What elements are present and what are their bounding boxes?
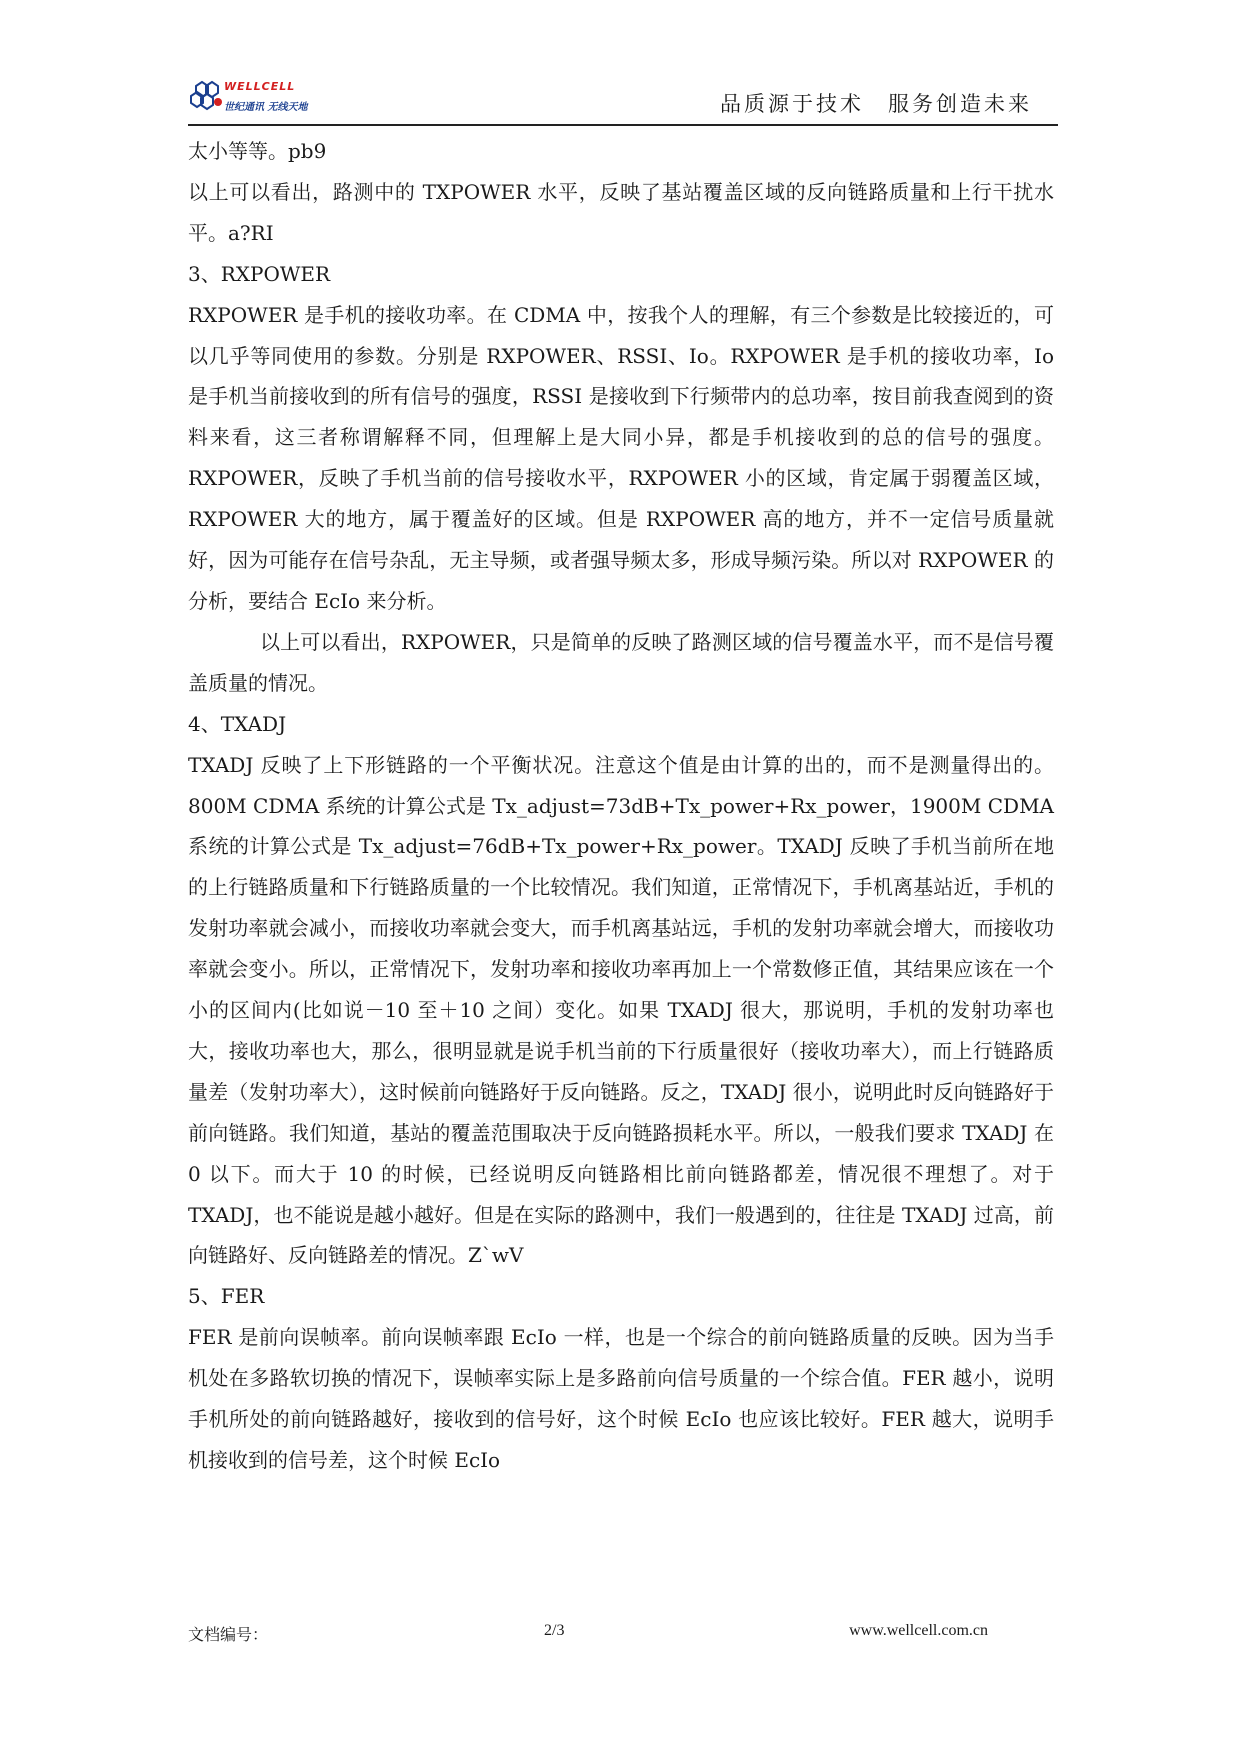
section-heading-rxpower: 3、RXPOWER bbox=[188, 261, 331, 286]
page-footer bbox=[188, 1622, 1058, 1652]
website-link[interactable]: www.wellcell.com.cn bbox=[849, 1622, 988, 1639]
paragraph: 以上可以看出，RXPOWER，只是简单的反映了路测区域的信号覆盖水平，而不是信号覆盖质量的情况。 bbox=[188, 629, 1054, 695]
document-body bbox=[188, 131, 1054, 1481]
paragraph: FER 是前向误帧率。前向误帧率跟 EcIo 一样，也是一个综合的前向链路质量的反映。因为当手机处在多路软切换的情况下，误帧率实际上是多路前向信号质量的一个综合值。FER 越小，说明手机所处的前向链路越好，接收到的信号好，这个时候 EcIo 也应该比较好。FER 越大，说明手机接收到的信号差，这个时候 EcIo bbox=[188, 1325, 1054, 1472]
hexagon-logo-icon bbox=[188, 78, 224, 118]
paragraph: TXADJ 反映了上下形链路的一个平衡状况。注意这个值是由计算的出的，而不是测量得出的。800M CDMA 系统的计算公式是 Tx_adjust=73dB+Tx_power+Rx_power，1900M CDMA 系统的计算公式是 Tx_adjust=76dB+Tx_power+Rx_power。TXADJ 反映了手机当前所在地的上行链路质量和下行链路质量的一个比较情况。我们知道，正常情况下，手机离基站近，手机的发射功率就会减小，而接收功率就会变大，而手机离基站远，手机的发射功率就会增大，而接收功率就会变小。所以，正常情况下，发射功率和接收功率再加上一个常数修正值，其结果应该在一个小的区间内(比如说－10 至＋10 之间）变化。如果 TXADJ 很大，那说明，手机的发射功率也大，接收功率也大，那么，很明显就是说手机当前的下行质量很好（接收功率大），而上行链路质量差（发射功率大），这时候前向链路好于反向链路。反之，TXADJ 很小，说明此时反向链路好于前向链路。我们知道，基站的覆盖范围取决于反向链路损耗水平。所以，一般我们要求 TXADJ 在 0 以下。而大于 10 的时候，已经说明反向链路相比前向链路都差，情况很不理想了。对于 TXADJ，也不能说是越小越好。但是在实际的路测中，我们一般遇到的，往往是 TXADJ 过高，前向链路好、反向链路差的情况。Z`wV bbox=[188, 752, 1054, 1268]
logo-wordmark: WELLCELL bbox=[224, 80, 296, 93]
section-heading-txadj: 4、TXADJ bbox=[188, 711, 287, 736]
paragraph: 太小等等。pb9 bbox=[188, 139, 327, 163]
paragraph: RXPOWER 是手机的接收功率。在 CDMA 中，按我个人的理解，有三个参数是比较接近的，可以几乎等同使用的参数。分别是 RXPOWER、RSSI、Io。RXPOWER 是手机的接收功率，Io 是手机当前接收到的所有信号的强度，RSSI 是接收到下行频带内的总功率，按目前我查阅到的资料来看，这三者称谓解释不同，但理解上是大同小异，都是手机接收到的总的信号的强度。RXPOWER，反映了手机当前的信号接收水平，RXPOWER 小的区域，肯定属于弱覆盖区域，RXPOWER 大的地方，属于覆盖好的区域。但是 RXPOWER 高的地方，并不一定信号质量就好，因为可能存在信号杂乱，无主导频，或者强导频太多，形成导频污染。所以对 RXPOWER 的分析，要结合 EcIo 来分析。 bbox=[188, 302, 1054, 613]
section-heading-fer: 5、FER bbox=[188, 1284, 265, 1309]
paragraph: 以上可以看出，路测中的 TXPOWER 水平，反映了基站覆盖区域的反向链路质量和上行干扰水平。a?RI bbox=[188, 179, 1054, 245]
page-number: 2/3 bbox=[544, 1622, 565, 1639]
logo-tagline: 世纪通讯 无线天地 bbox=[224, 102, 308, 113]
page-header bbox=[188, 78, 1058, 126]
doc-number-label: 文档编号： bbox=[188, 1625, 269, 1644]
header-slogan: 品质源于技术 服务创造未来 bbox=[720, 92, 1032, 116]
company-logo bbox=[188, 78, 328, 122]
